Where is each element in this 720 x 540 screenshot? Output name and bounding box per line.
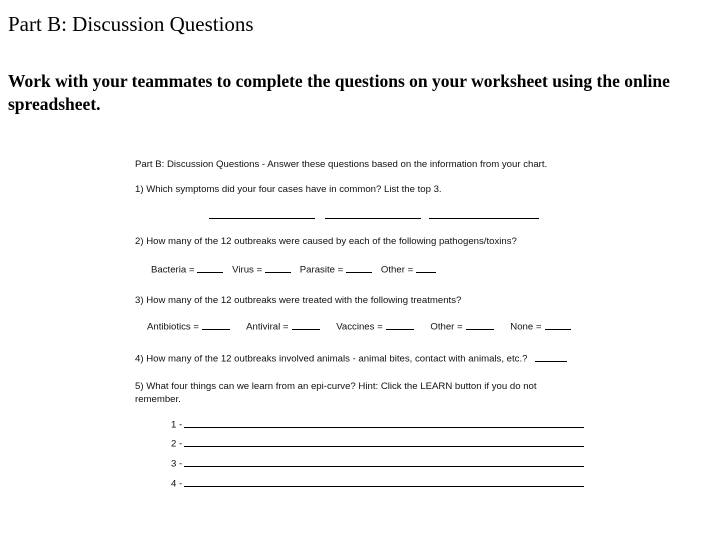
- instructions-text: Work with your teammates to complete the questions on your worksheet using the online spreadsheet.: [8, 71, 670, 114]
- symptom-blank-1: [209, 218, 315, 219]
- none-label: None =: [510, 321, 542, 333]
- epi-answer-2-line: [184, 437, 584, 447]
- pathogen-answers: [151, 263, 436, 276]
- parasite-label: Parasite =: [299, 264, 344, 276]
- vaccines-blank: [386, 320, 414, 330]
- question-4: [135, 352, 567, 365]
- epi-answer-1: [171, 418, 584, 431]
- epi-answer-4-line: [184, 477, 584, 487]
- page-title: Part B: Discussion Questions: [8, 12, 254, 36]
- none-blank: [545, 320, 571, 330]
- virus-blank: [265, 263, 291, 273]
- other-treatment-blank: [466, 320, 494, 330]
- other-blank: [416, 263, 436, 273]
- question-5-line-2: remember.: [135, 394, 181, 405]
- epi-answer-3: [171, 457, 584, 470]
- other-treatment-label: Other =: [430, 321, 463, 333]
- bacteria-label: Bacteria =: [151, 264, 195, 276]
- question-1: 1) Which symptoms did your four cases have in common? List the top 3.: [135, 184, 442, 195]
- symptom-blank-2: [325, 218, 421, 219]
- antiviral-blank: [292, 320, 320, 330]
- antiviral-label: Antiviral =: [246, 321, 289, 333]
- epi-answer-1-line: [184, 418, 584, 428]
- question-4-text: 4) How many of the 12 outbreaks involved animals - animal bites, contact with animals, etc.?: [135, 353, 528, 365]
- epi-answer-4: [171, 477, 584, 490]
- epi-answer-4-label: 4 -: [171, 478, 183, 490]
- bacteria-blank: [197, 263, 223, 273]
- vaccines-label: Vaccines =: [336, 321, 383, 333]
- treatment-answers: [147, 320, 571, 333]
- antibiotics-blank: [202, 320, 230, 330]
- epi-answer-3-label: 3 -: [171, 458, 183, 470]
- other-label: Other =: [380, 264, 414, 276]
- animals-blank: [535, 352, 567, 362]
- antibiotics-label: Antibiotics =: [147, 321, 199, 333]
- parasite-blank: [346, 263, 372, 273]
- symptom-blank-3: [429, 218, 539, 219]
- epi-answer-2: [171, 437, 584, 450]
- question-3: 3) How many of the 12 outbreaks were treated with the following treatments?: [135, 295, 462, 306]
- worksheet-title: Part B: Discussion Questions - Answer these questions based on the information from your chart.: [135, 159, 548, 170]
- epi-answer-2-label: 2 -: [171, 438, 183, 450]
- epi-answer-3-line: [184, 457, 584, 467]
- question-2: 2) How many of the 12 outbreaks were caused by each of the following pathogens/toxins?: [135, 236, 517, 247]
- virus-label: Virus =: [232, 264, 263, 276]
- question-5-line-1: 5) What four things can we learn from an epi-curve? Hint: Click the LEARN button if you do not: [135, 381, 537, 392]
- epi-answer-1-label: 1 -: [171, 419, 183, 431]
